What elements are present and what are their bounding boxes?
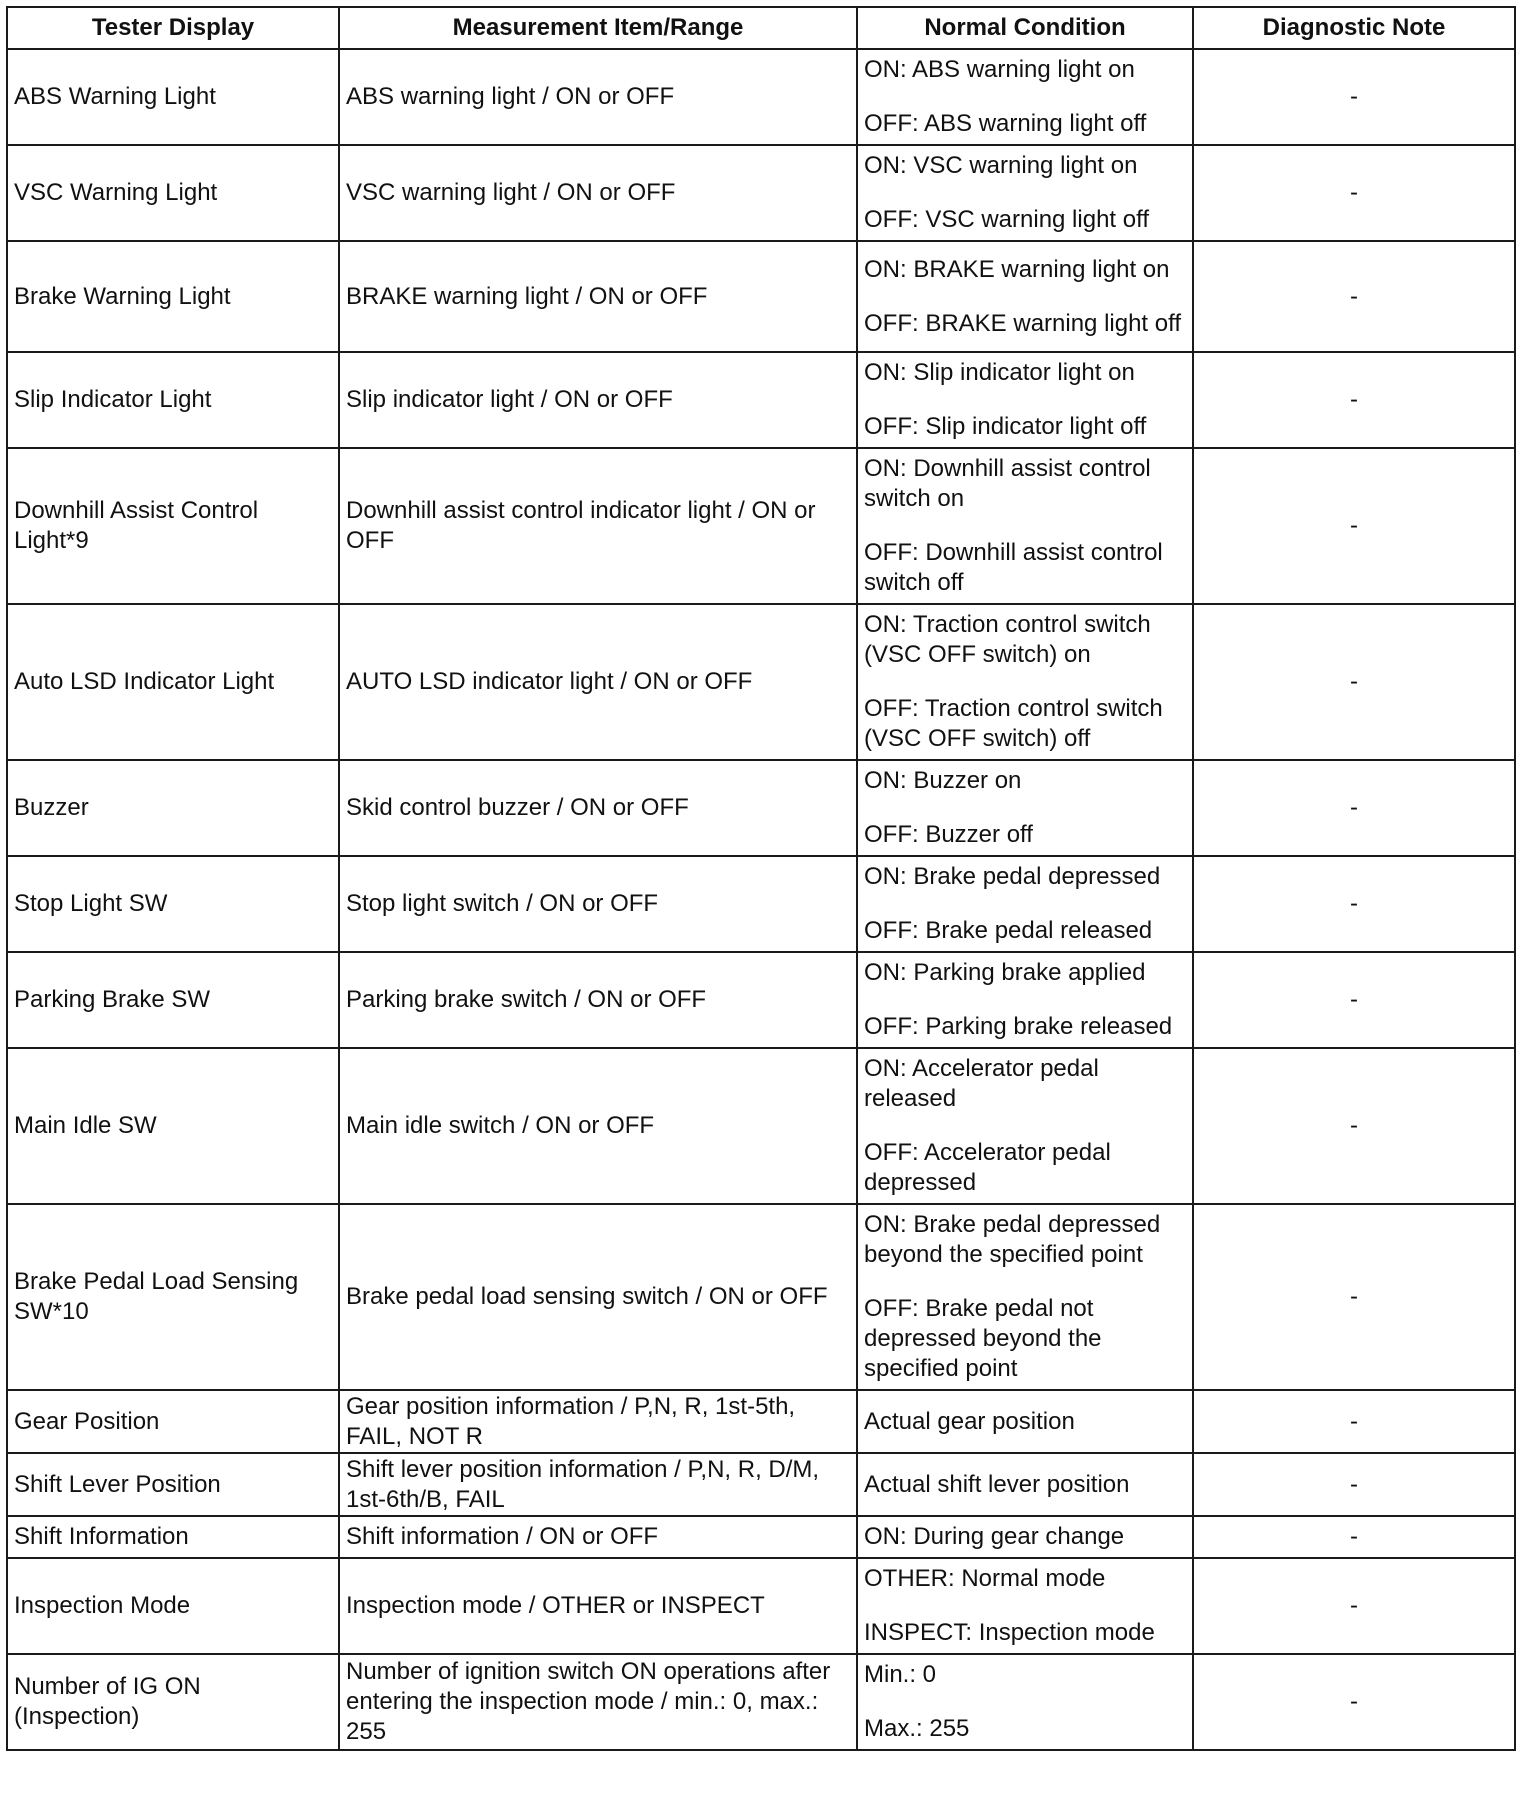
table-row <box>7 952 1515 1048</box>
condition-line: ON: Slip indicator light on <box>864 359 1135 386</box>
diagnostic-note-cell: - <box>1193 145 1515 241</box>
condition-spacer <box>864 1594 1186 1618</box>
normal-condition-cell <box>857 856 1193 952</box>
condition-line: ON: Buzzer on <box>864 767 1022 794</box>
measurement-item-cell: VSC warning light / ON or OFF <box>339 145 857 241</box>
normal-condition-cell <box>857 604 1193 760</box>
tester-display-cell: Downhill Assist Control Light*9 <box>7 448 339 604</box>
diagnostic-note-cell: - <box>1193 1390 1515 1453</box>
measurement-item-cell: Number of ignition switch ON operations after entering the inspection mode / min.: 0, max.: 255 <box>339 1654 857 1750</box>
tester-display-cell: Parking Brake SW <box>7 952 339 1048</box>
diagnostic-note-cell: - <box>1193 49 1515 145</box>
tester-display-cell: Number of IG ON (Inspection) <box>7 1654 339 1750</box>
diagnostic-note-cell: - <box>1193 352 1515 448</box>
tester-display-cell: ABS Warning Light <box>7 49 339 145</box>
condition-line: OFF: Buzzer off <box>864 821 1033 848</box>
table-row <box>7 1654 1515 1750</box>
table-row <box>7 448 1515 604</box>
table-row <box>7 1390 1515 1453</box>
data-list-table <box>6 6 1516 1751</box>
condition-line: Actual gear position <box>864 1407 1075 1435</box>
measurement-item-cell: AUTO LSD indicator light / ON or OFF <box>339 604 857 760</box>
measurement-item-cell: Shift information / ON or OFF <box>339 1516 857 1558</box>
table-row <box>7 1048 1515 1204</box>
condition-spacer <box>864 670 1186 694</box>
tester-display-cell: Brake Pedal Load Sensing SW*10 <box>7 1204 339 1390</box>
measurement-item-cell: Slip indicator light / ON or OFF <box>339 352 857 448</box>
condition-line: ON: Brake pedal depressed <box>864 863 1161 890</box>
header-normal-condition: Normal Condition <box>857 7 1193 49</box>
condition-line: OFF: Accelerator pedal depressed <box>864 1139 1111 1196</box>
diagnostic-note-cell: - <box>1193 1654 1515 1750</box>
condition-line: OFF: Slip indicator light off <box>864 413 1147 440</box>
table-row <box>7 145 1515 241</box>
normal-condition-cell <box>857 1516 1193 1558</box>
condition-line: OFF: BRAKE warning light off <box>864 309 1182 337</box>
condition-spacer <box>864 988 1186 1012</box>
data-list-sheet <box>6 6 1514 1751</box>
normal-condition-cell <box>857 1654 1193 1750</box>
tester-display-cell: Inspection Mode <box>7 1558 339 1654</box>
tester-display-cell: Slip Indicator Light <box>7 352 339 448</box>
table-row <box>7 241 1515 352</box>
condition-spacer <box>864 181 1186 205</box>
table-row <box>7 604 1515 760</box>
condition-line: ON: During gear change <box>864 1523 1125 1550</box>
condition-line: ON: Brake pedal depressed beyond the specified point <box>864 1211 1161 1268</box>
condition-line: OFF: Downhill assist control switch off <box>864 539 1163 596</box>
measurement-item-cell: Main idle switch / ON or OFF <box>339 1048 857 1204</box>
normal-condition-cell <box>857 145 1193 241</box>
condition-line: ON: VSC warning light on <box>864 152 1138 179</box>
condition-spacer <box>864 85 1186 109</box>
normal-condition-cell <box>857 1453 1193 1516</box>
condition-spacer <box>864 1690 1186 1714</box>
diagnostic-note-cell: - <box>1193 448 1515 604</box>
diagnostic-note-cell: - <box>1193 856 1515 952</box>
normal-condition-cell <box>857 448 1193 604</box>
condition-line: Max.: 255 <box>864 1715 970 1742</box>
normal-condition-cell <box>857 352 1193 448</box>
condition-spacer <box>864 1270 1186 1294</box>
table-row <box>7 760 1515 856</box>
condition-spacer <box>864 892 1186 916</box>
header-measurement-item: Measurement Item/Range <box>339 7 857 49</box>
measurement-item-cell: Downhill assist control indicator light / ON or OFF <box>339 448 857 604</box>
header-row <box>7 7 1515 49</box>
normal-condition-cell <box>857 1048 1193 1204</box>
measurement-item-cell: Gear position information / P,N, R, 1st-5th, FAIL, NOT R <box>339 1390 857 1453</box>
condition-spacer <box>864 1114 1186 1138</box>
measurement-item-cell: Brake pedal load sensing switch / ON or OFF <box>339 1204 857 1390</box>
table-row <box>7 1204 1515 1390</box>
tester-display-cell: Shift Lever Position <box>7 1453 339 1516</box>
condition-line: OFF: Brake pedal released <box>864 917 1153 944</box>
condition-line: Actual shift lever position <box>864 1470 1130 1498</box>
table-body <box>7 49 1515 1750</box>
condition-line: ON: Downhill assist control switch on <box>864 455 1151 512</box>
diagnostic-note-cell: - <box>1193 1453 1515 1516</box>
tester-display-cell: Auto LSD Indicator Light <box>7 604 339 760</box>
condition-spacer <box>864 514 1186 538</box>
table-row <box>7 1516 1515 1558</box>
measurement-item-cell: Shift lever position information / P,N, R, D/M, 1st-6th/B, FAIL <box>339 1453 857 1516</box>
table-row <box>7 856 1515 952</box>
diagnostic-note-cell: - <box>1193 1516 1515 1558</box>
table-row <box>7 1453 1515 1516</box>
measurement-item-cell: ABS warning light / ON or OFF <box>339 49 857 145</box>
condition-spacer <box>864 285 1186 309</box>
condition-line: OTHER: Normal mode <box>864 1565 1106 1592</box>
measurement-item-cell: BRAKE warning light / ON or OFF <box>339 241 857 352</box>
condition-line: ON: Traction control switch (VSC OFF switch) on <box>864 611 1151 668</box>
normal-condition-cell <box>857 49 1193 145</box>
condition-line: OFF: Parking brake released <box>864 1013 1173 1040</box>
table-row <box>7 1558 1515 1654</box>
diagnostic-note-cell: - <box>1193 1558 1515 1654</box>
condition-line: ON: Accelerator pedal released <box>864 1055 1099 1112</box>
tester-display-cell: Shift Information <box>7 1516 339 1558</box>
diagnostic-note-cell: - <box>1193 760 1515 856</box>
diagnostic-note-cell: - <box>1193 604 1515 760</box>
table-row <box>7 352 1515 448</box>
table-header <box>7 7 1515 49</box>
diagnostic-note-cell: - <box>1193 952 1515 1048</box>
measurement-item-cell: Stop light switch / ON or OFF <box>339 856 857 952</box>
condition-line: ON: BRAKE warning light on <box>864 255 1170 283</box>
measurement-item-cell: Skid control buzzer / ON or OFF <box>339 760 857 856</box>
measurement-item-cell: Parking brake switch / ON or OFF <box>339 952 857 1048</box>
diagnostic-note-cell: - <box>1193 1204 1515 1390</box>
measurement-item-cell: Inspection mode / OTHER or INSPECT <box>339 1558 857 1654</box>
tester-display-cell: Buzzer <box>7 760 339 856</box>
diagnostic-note-cell: - <box>1193 241 1515 352</box>
condition-line: INSPECT: Inspection mode <box>864 1619 1155 1646</box>
header-diagnostic-note: Diagnostic Note <box>1193 7 1515 49</box>
tester-display-cell: Gear Position <box>7 1390 339 1453</box>
condition-line: OFF: Traction control switch (VSC OFF switch) off <box>864 695 1163 752</box>
condition-spacer <box>864 388 1186 412</box>
condition-line: ON: Parking brake applied <box>864 959 1146 986</box>
condition-line: ON: ABS warning light on <box>864 56 1135 83</box>
normal-condition-cell <box>857 1204 1193 1390</box>
normal-condition-cell <box>857 1558 1193 1654</box>
header-tester-display: Tester Display <box>7 7 339 49</box>
normal-condition-cell <box>857 760 1193 856</box>
condition-line: OFF: VSC warning light off <box>864 206 1149 233</box>
tester-display-cell: Stop Light SW <box>7 856 339 952</box>
tester-display-cell: Main Idle SW <box>7 1048 339 1204</box>
condition-line: OFF: ABS warning light off <box>864 110 1147 137</box>
normal-condition-cell <box>857 241 1193 352</box>
table-row <box>7 49 1515 145</box>
tester-display-cell: Brake Warning Light <box>7 241 339 352</box>
normal-condition-cell <box>857 952 1193 1048</box>
condition-line: OFF: Brake pedal not depressed beyond the specified point <box>864 1295 1102 1382</box>
normal-condition-cell <box>857 1390 1193 1453</box>
condition-spacer <box>864 796 1186 820</box>
tester-display-cell: VSC Warning Light <box>7 145 339 241</box>
condition-line: Min.: 0 <box>864 1661 937 1688</box>
diagnostic-note-cell: - <box>1193 1048 1515 1204</box>
